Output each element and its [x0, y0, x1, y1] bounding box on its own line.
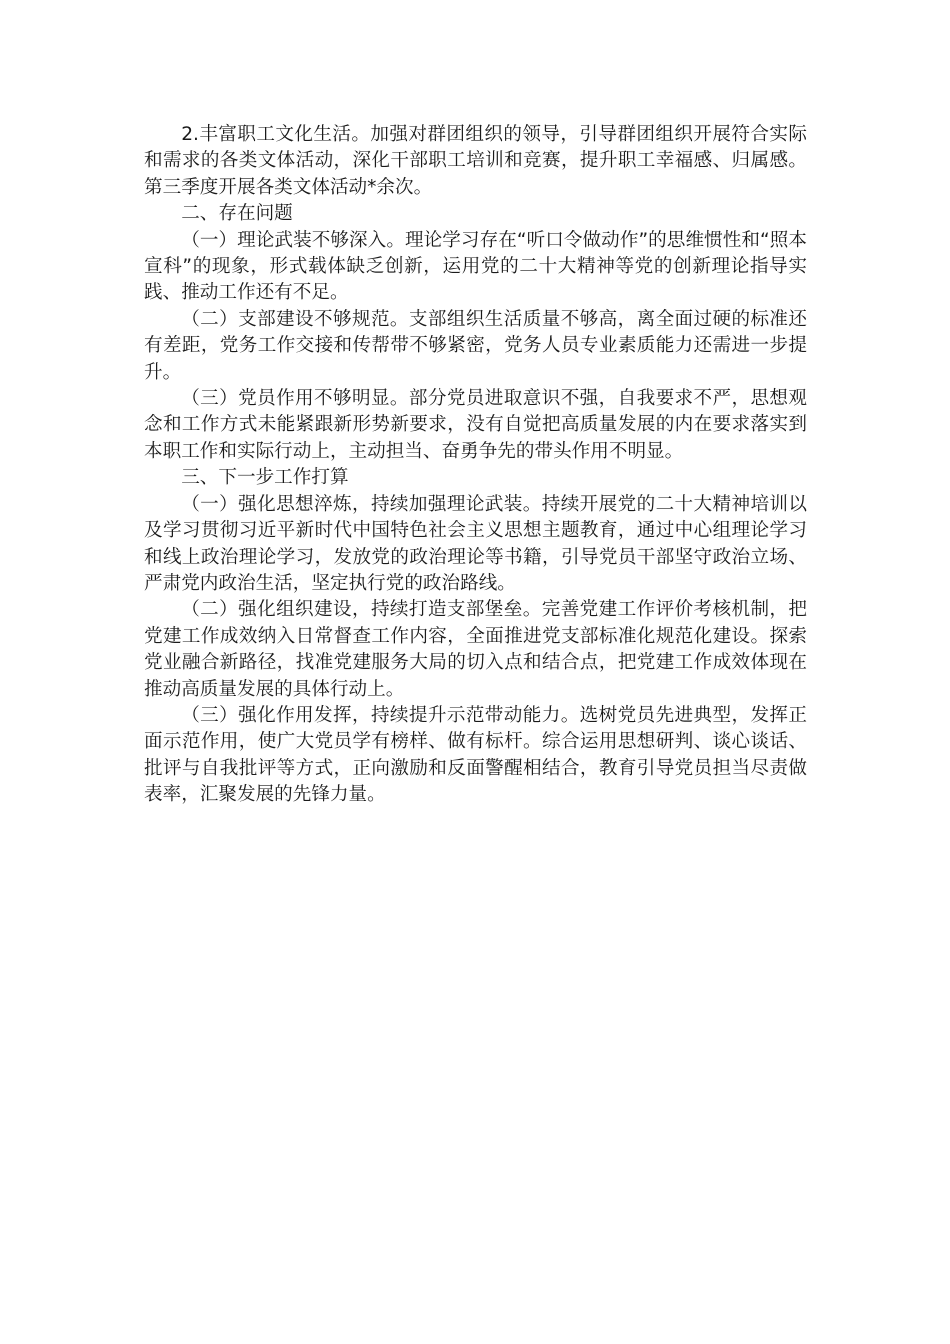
paragraph-plan-thought: （一）强化思想淬炼，持续加强理论武装。持续开展党的二十大精神培训以及学习贯彻习近平新时代中国特色社会主义思想主题教育，通过中心组理论学习和线上政治理论学习，发放党的政治理论等书籍，引导党员干部坚守政治立场、严肃党内政治生活，坚定执行党的政治路线。	[144, 493, 807, 594]
paragraph-problem-theory: （一）理论武装不够深入。理论学习存在“听口令做动作”的思维惯性和“照本宣科”的现象，形式载体缺乏创新，运用党的二十大精神等党的创新理论指导实践、推动工作还有不足。	[144, 229, 807, 304]
paragraph-plan-role: （三）强化作用发挥，持续提升示范带动能力。选树党员先进典型，发挥正面示范作用，使广大党员学有榜样、做有标杆。综合运用思想研判、谈心谈话、批评与自我批评等方式，正向激励和反面警醒相结合，教育引导党员担当尽责做表率，汇聚发展的先锋力量。	[144, 704, 807, 806]
paragraph-problem-branch: （二）支部建设不够规范。支部组织生活质量不够高，离全面过硬的标准还有差距，党务工作交接和传帮带不够紧密，党务人员专业素质能力还需进一步提升。	[144, 308, 807, 383]
heading-next-steps: 三、下一步工作打算	[181, 467, 349, 489]
heading-existing-problems: 二、存在问题	[181, 203, 293, 225]
document-body	[144, 122, 807, 809]
paragraph-plan-organization: （二）强化组织建设，持续打造支部堡垒。完善党建工作评价考核机制，把党建工作成效纳入日常督查工作内容，全面推进党支部标准化规范化建设。探索党业融合新路径，找准党建服务大局的切入点和结合点，把党建工作成效体现在推动高质量发展的具体行动上。	[144, 599, 807, 700]
paragraph-culture-life: 2.丰富职工文化生活。加强对群团组织的领导，引导群团组织开展符合实际和需求的各类文体活动，深化干部职工培训和竞赛，提升职工幸福感、归属感。第三季度开展各类文体活动*余次。	[144, 124, 807, 198]
paragraph-problem-members: （三）党员作用不够明显。部分党员进取意识不强，自我要求不严，思想观念和工作方式未能紧跟新形势新要求，没有自觉把高质量发展的内在要求落实到本职工作和实际行动上，主动担当、奋勇争先的带头作用不明显。	[144, 388, 807, 462]
